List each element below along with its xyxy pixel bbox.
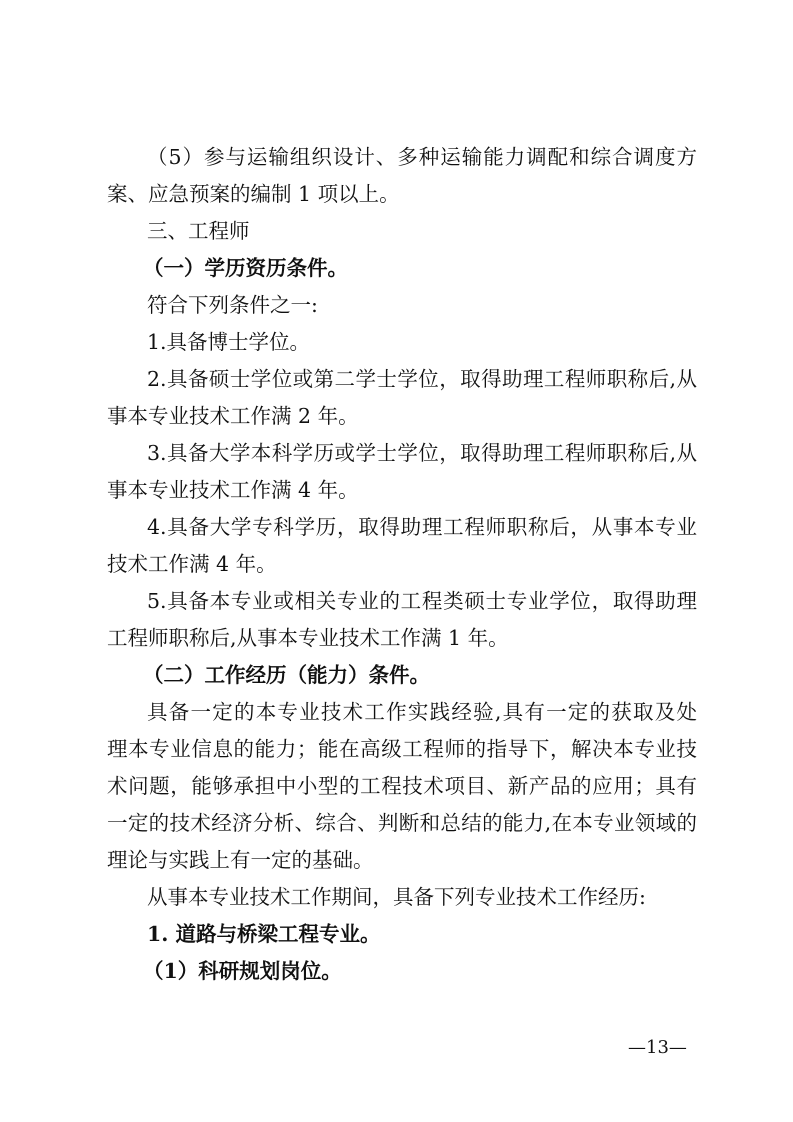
paragraph-line: 具备一定的本专业技术工作实践经验,具有一定的获取及处 [147,700,697,724]
post-heading: （1）科研规划岗位。 [143,959,342,983]
major-heading: 1. 道路与桥梁工程专业。 [147,922,381,946]
paragraph-line: 术问题，能够承担中小型的工程技术项目、新产品的应用；具有 [107,774,697,798]
section-heading: 三、工程师 [147,219,250,243]
list-item-continuation: 事本专业技术工作满 2 年。 [107,404,359,428]
list-item-continuation: 事本专业技术工作满 4 年。 [107,478,359,502]
paragraph-line: 理本专业信息的能力；能在高级工程师的指导下，解决本专业技 [107,737,697,761]
paragraph-line: 理论与实践上有一定的基础。 [107,848,374,872]
paragraph-line: 案、应急预案的编制 1 项以上。 [107,182,400,206]
list-item-continuation: 技术工作满 4 年。 [107,552,277,576]
paragraph-line: 一定的技术经济分析、综合、判断和总结的能力,在本专业领域的 [107,811,697,835]
page-number: —13— [628,1037,687,1058]
list-item: 3.具备大学本科学历或学士学位，取得助理工程师职称后,从 [147,441,697,465]
list-item: 5.具备本专业或相关专业的工程类硕士专业学位，取得助理 [147,589,697,613]
subsection-heading: （一）学历资历条件。 [143,256,348,280]
subsection-heading: （二）工作经历（能力）条件。 [143,663,430,687]
list-item: 4.具备大学专科学历，取得助理工程师职称后，从事本专业 [147,515,697,539]
list-item: 2.具备硕士学位或第二学士学位，取得助理工程师职称后,从 [147,367,697,391]
paragraph-line: 符合下列条件之一: [147,293,318,317]
paragraph-line: 从事本专业技术工作期间，具备下列专业技术工作经历: [147,885,646,909]
paragraph-line: （5）参与运输组织设计、多种运输能力调配和综合调度方 [147,145,697,169]
list-item-continuation: 工程师职称后,从事本专业技术工作满 1 年。 [107,626,509,650]
list-item: 1.具备博士学位。 [147,330,311,354]
